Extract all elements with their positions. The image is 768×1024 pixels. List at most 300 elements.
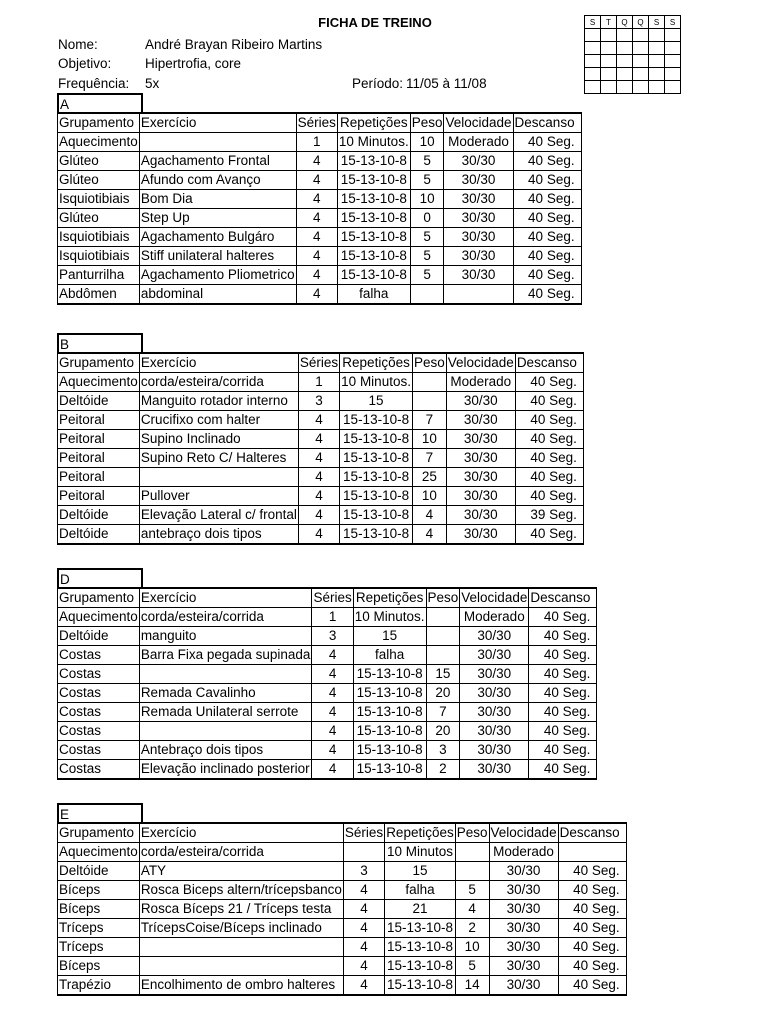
table-header-row <box>58 113 582 133</box>
column-header-reps: Repetições <box>340 353 413 373</box>
column-header-weight: Peso <box>410 113 444 133</box>
table-row <box>58 843 627 862</box>
cell-speed: 30/30 <box>460 646 529 665</box>
cell-reps: falha <box>353 646 426 665</box>
weekday-check-cell <box>601 55 617 68</box>
cell-weight: 5 <box>455 957 489 976</box>
weekday-check-row <box>585 29 681 42</box>
cell-speed: Moderado <box>444 133 513 152</box>
cell-speed: 30/30 <box>446 430 515 449</box>
weekday-check-cell <box>601 42 617 55</box>
section-label: A <box>57 93 143 112</box>
cell-exercise: Agachamento Frontal <box>139 152 296 171</box>
cell-rest: 40 Seg. <box>529 646 597 665</box>
column-header-reps: Repetições <box>337 113 410 133</box>
cell-rest: 40 Seg. <box>558 900 626 919</box>
column-header-speed: Velocidade <box>460 588 529 608</box>
cell-sets: 4 <box>343 919 384 938</box>
cell-group: Costas <box>58 684 140 703</box>
cell-exercise: antebraço dois tipos <box>139 525 298 545</box>
cell-speed: 30/30 <box>444 247 513 266</box>
cell-rest: 40 Seg. <box>529 665 597 684</box>
section-label: E <box>57 803 143 822</box>
cell-group: Peitoral <box>58 468 140 487</box>
table-row <box>58 506 584 525</box>
cell-sets: 3 <box>298 392 339 411</box>
cell-reps: 15-13-10-8 <box>353 760 426 780</box>
cell-reps: 15-13-10-8 <box>385 919 456 938</box>
cell-rest: 40 Seg. <box>558 976 626 996</box>
table-row <box>58 741 597 760</box>
weekday-check-row <box>585 68 681 81</box>
cell-reps: 15-13-10-8 <box>337 171 410 190</box>
weekday-grid <box>584 15 681 94</box>
cell-sets: 4 <box>312 646 353 665</box>
cell-rest: 40 Seg. <box>515 373 583 392</box>
cell-exercise: Antebraço dois tipos <box>139 741 312 760</box>
cell-exercise: Elevação inclinado posterior <box>139 760 312 780</box>
cell-speed <box>444 285 513 305</box>
cell-rest: 40 Seg. <box>558 919 626 938</box>
cell-exercise: Pullover <box>139 487 298 506</box>
name-value: André Brayan Ribeiro Martins <box>145 37 323 52</box>
cell-reps: 15-13-10-8 <box>340 506 413 525</box>
cell-group: Isquiotibiais <box>58 190 140 209</box>
cell-group: Aquecimento <box>58 133 140 152</box>
weekday-check-row <box>585 55 681 68</box>
cell-weight: 5 <box>410 228 444 247</box>
cell-reps: 15-13-10-8 <box>340 468 413 487</box>
cell-group: Peitoral <box>58 487 140 506</box>
cell-sets: 4 <box>312 703 353 722</box>
cell-exercise: Remada Cavalinho <box>139 684 312 703</box>
cell-sets: 4 <box>296 209 337 228</box>
cell-exercise: Stiff unilateral halteres <box>139 247 296 266</box>
weekday-check-cell <box>649 29 665 42</box>
cell-exercise <box>139 722 312 741</box>
cell-group: Bíceps <box>58 957 140 976</box>
column-header-weight: Peso <box>455 823 489 843</box>
weekday-label: S <box>665 16 681 29</box>
weekday-check-cell <box>585 29 601 42</box>
weekday-check-cell <box>601 81 617 94</box>
weekday-check-cell <box>649 81 665 94</box>
cell-reps: 15-13-10-8 <box>337 247 410 266</box>
goal-label: Objetivo: <box>58 56 112 71</box>
table-row <box>58 900 627 919</box>
cell-speed: 30/30 <box>489 900 558 919</box>
cell-reps: 15-13-10-8 <box>340 487 413 506</box>
cell-group: Aquecimento <box>58 843 140 862</box>
cell-weight <box>412 392 446 411</box>
cell-speed: 30/30 <box>460 684 529 703</box>
cell-speed: 30/30 <box>446 449 515 468</box>
cell-sets: 4 <box>296 152 337 171</box>
cell-weight: 2 <box>455 919 489 938</box>
cell-exercise: Supino Inclinado <box>139 430 298 449</box>
cell-reps: 10 Minutos. <box>353 608 426 627</box>
weekday-check-cell <box>665 55 681 68</box>
cell-rest: 40 Seg. <box>529 703 597 722</box>
weekday-check-cell <box>617 81 633 94</box>
cell-exercise: TrícepsCoise/Bíceps inclinado <box>139 919 343 938</box>
table-row <box>58 976 627 996</box>
cell-exercise: Elevação Lateral c/ frontal <box>139 506 298 525</box>
cell-sets: 4 <box>312 741 353 760</box>
cell-speed: Moderado <box>460 608 529 627</box>
cell-rest: 40 Seg. <box>515 525 583 545</box>
cell-sets: 4 <box>296 285 337 305</box>
table-row <box>58 152 582 171</box>
cell-exercise: corda/esteira/corrida <box>139 608 312 627</box>
cell-sets: 4 <box>312 722 353 741</box>
weekday-header-row <box>585 16 681 29</box>
table-row <box>58 957 627 976</box>
column-header-rest: Descanso <box>558 823 626 843</box>
cell-weight: 7 <box>426 703 460 722</box>
cell-sets: 4 <box>298 506 339 525</box>
weekday-check-cell <box>665 42 681 55</box>
weekday-check-cell <box>617 29 633 42</box>
cell-exercise: manguito <box>139 627 312 646</box>
cell-speed: 30/30 <box>444 228 513 247</box>
cell-rest: 40 Seg. <box>513 247 581 266</box>
weekday-check-cell <box>649 42 665 55</box>
cell-rest <box>558 843 626 862</box>
cell-rest: 40 Seg. <box>529 608 597 627</box>
cell-speed: 30/30 <box>446 525 515 545</box>
cell-speed: 30/30 <box>489 976 558 996</box>
cell-group: Costas <box>58 665 140 684</box>
table-row <box>58 608 597 627</box>
cell-exercise: Rosca Biceps altern/trícepsbanco <box>139 881 343 900</box>
cell-exercise: Manguito rotador interno <box>139 392 298 411</box>
cell-sets: 4 <box>296 266 337 285</box>
cell-group: Glúteo <box>58 209 140 228</box>
cell-speed: 30/30 <box>444 152 513 171</box>
cell-group: Aquecimento <box>58 608 140 627</box>
exercise-table <box>57 587 597 780</box>
cell-reps: 10 Minutos. <box>337 133 410 152</box>
period-label: Período: <box>352 76 404 91</box>
cell-weight: 0 <box>410 209 444 228</box>
cell-group: Costas <box>58 760 140 780</box>
cell-weight: 4 <box>455 900 489 919</box>
cell-weight: 4 <box>412 525 446 545</box>
cell-rest: 40 Seg. <box>515 392 583 411</box>
weekday-check-cell <box>633 68 649 81</box>
weekday-check-cell <box>633 55 649 68</box>
cell-exercise: Supino Reto C/ Halteres <box>139 449 298 468</box>
cell-speed: 30/30 <box>446 487 515 506</box>
cell-rest: 40 Seg. <box>529 760 597 780</box>
column-header-rest: Descanso <box>513 113 581 133</box>
frequency-value: 5x <box>145 76 160 91</box>
goal-value: Hipertrofia, core <box>145 56 242 71</box>
weekday-label: Q <box>633 16 649 29</box>
cell-exercise <box>139 665 312 684</box>
cell-rest: 40 Seg. <box>529 741 597 760</box>
column-header-reps: Repetições <box>353 588 426 608</box>
section-label: D <box>57 568 143 587</box>
cell-weight: 7 <box>412 411 446 430</box>
cell-weight <box>426 627 460 646</box>
cell-sets: 4 <box>312 760 353 780</box>
cell-reps: 15 <box>340 392 413 411</box>
cell-weight: 10 <box>412 430 446 449</box>
cell-group: Abdômen <box>58 285 140 305</box>
weekday-check-cell <box>601 68 617 81</box>
weekday-check-cell <box>617 55 633 68</box>
cell-reps: 15-13-10-8 <box>385 957 456 976</box>
weekday-label: Q <box>617 16 633 29</box>
cell-reps: 15-13-10-8 <box>337 266 410 285</box>
cell-sets: 4 <box>343 938 384 957</box>
cell-sets: 4 <box>296 228 337 247</box>
weekday-check-cell <box>617 68 633 81</box>
table-row <box>58 468 584 487</box>
cell-reps: 15-13-10-8 <box>340 430 413 449</box>
cell-reps: 15 <box>353 627 426 646</box>
table-row <box>58 938 627 957</box>
column-header-exercise: Exercício <box>139 353 298 373</box>
column-header-group: Grupamento <box>58 823 140 843</box>
cell-sets: 4 <box>296 247 337 266</box>
cell-weight: 10 <box>412 487 446 506</box>
table-row <box>58 703 597 722</box>
table-row <box>58 430 584 449</box>
column-header-speed: Velocidade <box>444 113 513 133</box>
cell-speed: 30/30 <box>460 627 529 646</box>
cell-rest: 40 Seg. <box>558 957 626 976</box>
frequency-label: Frequência: <box>58 76 130 91</box>
cell-speed: 30/30 <box>460 741 529 760</box>
cell-sets: 4 <box>343 881 384 900</box>
weekday-check-row <box>585 42 681 55</box>
cell-exercise: abdominal <box>139 285 296 305</box>
cell-group: Deltóide <box>58 525 140 545</box>
cell-weight: 2 <box>426 760 460 780</box>
cell-speed: 30/30 <box>489 938 558 957</box>
cell-exercise: Rosca Bíceps 21 / Tríceps testa <box>139 900 343 919</box>
cell-rest: 40 Seg. <box>558 881 626 900</box>
weekday-check-cell <box>585 42 601 55</box>
cell-reps: 10 Minutos <box>385 843 456 862</box>
column-header-sets: Séries <box>296 113 337 133</box>
cell-exercise: Agachamento Bulgáro <box>139 228 296 247</box>
cell-speed: 30/30 <box>444 171 513 190</box>
cell-rest: 40 Seg. <box>513 171 581 190</box>
weekday-check-cell <box>649 68 665 81</box>
table-row <box>58 760 597 780</box>
weekday-check-cell <box>585 55 601 68</box>
cell-sets: 4 <box>298 411 339 430</box>
cell-speed: 30/30 <box>446 506 515 525</box>
cell-sets: 4 <box>298 449 339 468</box>
cell-speed: 30/30 <box>446 411 515 430</box>
cell-reps: 15-13-10-8 <box>337 209 410 228</box>
cell-group: Deltóide <box>58 506 140 525</box>
weekday-check-cell <box>585 81 601 94</box>
cell-reps: 15-13-10-8 <box>337 152 410 171</box>
cell-group: Peitoral <box>58 430 140 449</box>
cell-speed: Moderado <box>489 843 558 862</box>
cell-exercise <box>139 133 296 152</box>
cell-group: Tríceps <box>58 938 140 957</box>
table-row <box>58 919 627 938</box>
column-header-speed: Velocidade <box>446 353 515 373</box>
cell-exercise: Step Up <box>139 209 296 228</box>
cell-group: Isquiotibiais <box>58 228 140 247</box>
cell-sets: 4 <box>298 430 339 449</box>
cell-weight: 25 <box>412 468 446 487</box>
cell-reps: 15-13-10-8 <box>337 228 410 247</box>
table-row <box>58 862 627 881</box>
cell-speed: 30/30 <box>444 266 513 285</box>
cell-reps: 15-13-10-8 <box>340 449 413 468</box>
cell-sets: 1 <box>298 373 339 392</box>
cell-reps: falha <box>385 881 456 900</box>
cell-sets: 4 <box>298 468 339 487</box>
cell-exercise: Encolhimento de ombro halteres <box>139 976 343 996</box>
column-header-reps: Repetições <box>385 823 456 843</box>
cell-exercise: Agachamento Pliometrico <box>139 266 296 285</box>
cell-sets <box>343 843 384 862</box>
cell-speed: 30/30 <box>460 760 529 780</box>
cell-weight: 20 <box>426 722 460 741</box>
cell-reps: 15-13-10-8 <box>353 665 426 684</box>
cell-reps: 15-13-10-8 <box>340 411 413 430</box>
table-row <box>58 722 597 741</box>
cell-rest: 40 Seg. <box>513 228 581 247</box>
table-row <box>58 228 582 247</box>
cell-sets: 3 <box>312 627 353 646</box>
cell-sets: 4 <box>312 665 353 684</box>
cell-speed: 30/30 <box>446 468 515 487</box>
cell-reps: 15-13-10-8 <box>353 722 426 741</box>
cell-reps: 15-13-10-8 <box>353 741 426 760</box>
cell-group: Peitoral <box>58 449 140 468</box>
cell-exercise: corda/esteira/corrida <box>139 843 343 862</box>
cell-speed: 30/30 <box>444 209 513 228</box>
table-row <box>58 646 597 665</box>
cell-rest: 40 Seg. <box>513 209 581 228</box>
cell-weight: 4 <box>412 506 446 525</box>
cell-weight: 7 <box>412 449 446 468</box>
name-label: Nome: <box>58 37 98 52</box>
table-row <box>58 684 597 703</box>
weekday-check-row <box>585 81 681 94</box>
cell-group: Deltóide <box>58 392 140 411</box>
cell-weight <box>410 285 444 305</box>
table-row <box>58 133 582 152</box>
cell-group: Peitoral <box>58 411 140 430</box>
page-title: FICHA DE TREINO <box>318 15 432 30</box>
table-row <box>58 266 582 285</box>
table-row <box>58 449 584 468</box>
cell-rest: 40 Seg. <box>529 627 597 646</box>
column-header-group: Grupamento <box>58 353 140 373</box>
table-row <box>58 171 582 190</box>
cell-group: Isquiotibiais <box>58 247 140 266</box>
cell-weight <box>426 608 460 627</box>
table-row <box>58 525 584 545</box>
cell-group: Aquecimento <box>58 373 140 392</box>
cell-weight: 5 <box>410 247 444 266</box>
cell-rest: 40 Seg. <box>515 449 583 468</box>
weekday-check-cell <box>633 29 649 42</box>
weekday-check-cell <box>665 29 681 42</box>
table-row <box>58 392 584 411</box>
cell-sets: 3 <box>343 862 384 881</box>
cell-exercise: corda/esteira/corrida <box>139 373 298 392</box>
cell-rest: 40 Seg. <box>513 190 581 209</box>
cell-exercise: Remada Unilateral serrote <box>139 703 312 722</box>
cell-weight: 5 <box>410 266 444 285</box>
cell-group: Bíceps <box>58 900 140 919</box>
cell-speed: 30/30 <box>460 665 529 684</box>
cell-speed: Moderado <box>446 373 515 392</box>
column-header-exercise: Exercício <box>139 823 343 843</box>
cell-sets: 4 <box>296 171 337 190</box>
cell-weight: 15 <box>426 665 460 684</box>
cell-exercise: Bom Dia <box>139 190 296 209</box>
cell-speed: 30/30 <box>444 190 513 209</box>
cell-speed: 30/30 <box>460 722 529 741</box>
cell-rest: 40 Seg. <box>529 684 597 703</box>
column-header-weight: Peso <box>426 588 460 608</box>
cell-reps: 15 <box>385 862 456 881</box>
cell-exercise: Afundo com Avanço <box>139 171 296 190</box>
column-header-group: Grupamento <box>58 113 140 133</box>
table-row <box>58 373 584 392</box>
exercise-table <box>57 352 584 545</box>
cell-group: Costas <box>58 741 140 760</box>
cell-sets: 4 <box>298 487 339 506</box>
column-header-exercise: Exercício <box>139 113 296 133</box>
cell-reps: 15-13-10-8 <box>385 976 456 996</box>
cell-rest: 39 Seg. <box>515 506 583 525</box>
cell-speed: 30/30 <box>446 392 515 411</box>
cell-sets: 4 <box>343 957 384 976</box>
cell-reps: 15-13-10-8 <box>337 190 410 209</box>
weekday-check-cell <box>649 55 665 68</box>
column-header-weight: Peso <box>412 353 446 373</box>
weekday-check-cell <box>585 68 601 81</box>
cell-exercise: Crucifixo com halter <box>139 411 298 430</box>
cell-sets: 4 <box>343 976 384 996</box>
cell-weight: 5 <box>410 171 444 190</box>
weekday-check-cell <box>665 81 681 94</box>
cell-group: Tríceps <box>58 919 140 938</box>
table-row <box>58 247 582 266</box>
cell-weight: 10 <box>410 190 444 209</box>
cell-reps: 21 <box>385 900 456 919</box>
cell-weight <box>426 646 460 665</box>
cell-group: Deltóide <box>58 862 140 881</box>
cell-rest: 40 Seg. <box>558 862 626 881</box>
cell-speed: 30/30 <box>489 957 558 976</box>
table-header-row <box>58 353 584 373</box>
exercise-table <box>57 112 582 305</box>
cell-group: Glúteo <box>58 152 140 171</box>
cell-weight: 14 <box>455 976 489 996</box>
cell-group: Deltóide <box>58 627 140 646</box>
cell-exercise: ATY <box>139 862 343 881</box>
cell-reps: 10 Minutos. <box>340 373 413 392</box>
column-header-group: Grupamento <box>58 588 140 608</box>
cell-rest: 40 Seg. <box>515 411 583 430</box>
